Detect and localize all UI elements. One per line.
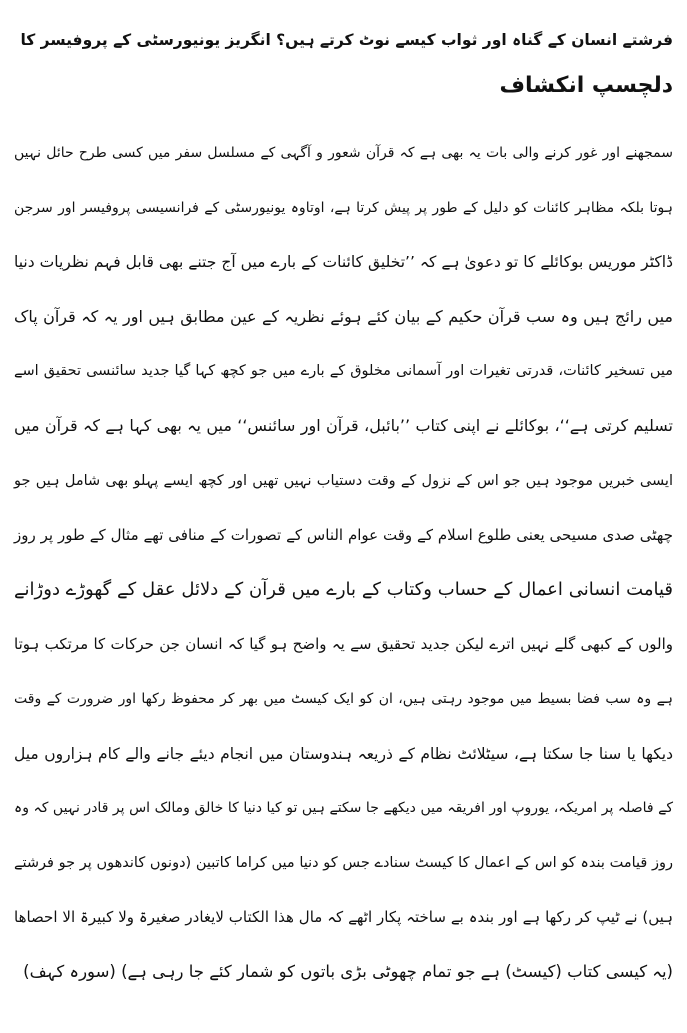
body-line: میں تسخیر کائنات، قدرتی تغیرات اور آسمانی مخلوق کے بارے میں جو کچھ کہا گیا جدید سائنسی تحقیق اسے [14, 363, 673, 380]
body-line: کے فاصلہ پر امریکہ، یوروپ اور افریقہ میں دیکھے جا سکتے ہیں تو کیا دنیا کا خالق ومالک اس پر قادر نہیں کہ وہ [14, 800, 673, 817]
body-line: ہوتا بلکہ مظاہر کائنات کو دلیل کے طور پر پیش کرتا ہے، اوتاوہ یونیورسٹی کے فرانسیسی پروفیسر اور سرجن [14, 199, 673, 216]
headline-line: دلچسپ انکشاف [499, 73, 673, 98]
body-line: تسلیم کرتی ہے‘‘، بوکائلے نے اپنی کتاب ’’بائبل، قرآن اور سائنس‘‘ میں یہ بھی کہا ہے کہ قرآن میں [14, 415, 673, 435]
body-line: ہیں) نے ٹیپ کر رکھا ہے اور بندہ بے ساختہ پکار اٹھے کہ مال ھذا الکتاب لایغادر صغیرۃ ولا کبیرۃ الا احصاھا [14, 908, 673, 927]
article-headline [14, 18, 673, 108]
body-line: چھٹی صدی مسیحی یعنی طلوع اسلام کے وقت عوام الناس کے تصورات کے منافی تھے مثال کے طور پر روز [14, 526, 673, 545]
body-line: (یہ کیسی کتاب (کیسٹ) ہے جو تمام چھوٹی بڑی باتوں کو شمار کئے جا رہی ہے) (سورہ کہف) [23, 961, 673, 981]
body-line: میں رائج ہیں وہ سب قرآن حکیم کے بیان کئے ہوئے نظریہ کے عین مطابق ہیں اور یہ کہ قرآن پاک [14, 306, 674, 326]
headline-line: فرشتے انسان کے گناہ اور ثواب کیسے نوٹ کرتے ہیں؟ انگریز یونیورسٹی کے پروفیسر کا [20, 31, 673, 49]
body-line: ہے وہ سب فضا بسیط میں موجود رہتی ہیں، ان کو ایک کیسٹ میں بھر کر محفوظ رکھا اور ضرورت کے وقت [14, 690, 673, 707]
body-line: قیامت انسانی اعمال کے حساب وکتاب کے بارے میں قرآن کے دلائل عقل کے گھوڑے دوڑانے [14, 578, 673, 600]
body-line: والوں کے کبھی گلے نہیں اترے لیکن جدید تحقیق سے یہ واضح ہو گیا کہ انسان جن حرکات کا مرتکب ہوتا [14, 635, 673, 654]
body-line: ڈاکٹر موریس بوکائلے کا تو دعویٰ ہے کہ ’’تخلیق کائنات کے بارے میں آج جتنے بھی قابل فہم نظریات دنیا [14, 253, 673, 272]
body-line: ایسی خبریں موجود ہیں جو اس کے نزول کے وقت دستیاب نہیں تھیں اور کچھ ایسے پہلو بھی شامل ہیں جو [14, 472, 673, 489]
article-body [14, 126, 673, 1000]
body-line: روز قیامت بندہ کو اس کے اعمال کا کیسٹ سنادے جس کو دنیا میں کراما کاتبین (دونوں کاندھوں پر جو فرشتے [14, 854, 673, 871]
body-line: سمجھنے اور غور کرنے والی بات یہ بھی ہے کہ قرآن شعور و آگہی کے مسلسل سفر میں کسی طرح حائل نہیں [14, 145, 673, 161]
body-line: دیکھا یا سنا جا سکتا ہے، سیٹلائٹ نظام کے ذریعہ ہندوستان میں انجام دیئے جانے والے کام ہزاروں میل [14, 744, 673, 763]
